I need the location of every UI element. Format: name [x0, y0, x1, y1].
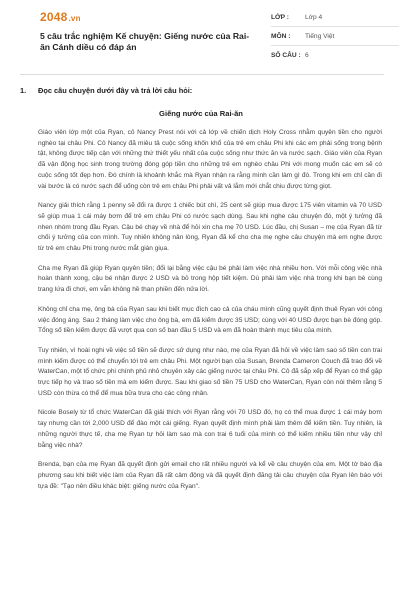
page-header: [20, 0, 384, 75]
site-logo[interactable]: [40, 10, 81, 24]
meta-value: Lớp 4: [305, 13, 323, 21]
logo-main: 2048: [40, 10, 68, 24]
meta-table: [271, 8, 399, 64]
story-paragraph: Nancy giải thích rằng 1 penny sẽ đổi ra được 1 chiếc bút chì, 25 cent sẽ giúp mua được 175 viên vitamin và 70 USD sẽ giúp mua 1 cái máy bơm để trẻ em châu Phi có nước sạch dùng. Sau khi nghe câu chuyện đó, một ý tưởng đã nhen nhóm trong đầu Ryan. Cậu bé chạy về nhà để hỏi xin cha mẹ 70 USD. Lúc đầu, chị Susan – mẹ của Ryan đã từ chối ý tưởng của con mình. Tuy nhiên không nản lòng, Ryan đã kể cho cha mẹ nghe câu chuyện mà em nghe được từ trẻ em châu Phi trong nước mắt giàn giụa.: [38, 202, 382, 253]
meta-row-grade: [271, 8, 399, 27]
document-title: 5 câu trắc nghiệm Kế chuyện: Giếng nước của Rai-ăn Cánh diều có đáp án: [40, 31, 250, 52]
story-paragraph: Cha mẹ Ryan đã giúp Ryan quyên tiền; đổi lại bằng việc cậu bé phải làm việc nhà nhiều hơn. Với mỗi công việc nhà hoàn thành xong, cậu bé nhận được 2 USD và bỏ trong hộp tiết kiệm. Dù phải làm việc nhà trong khi bạn bè cùng trang lứa đi chơi, em vẫn không hề than phiền đến nửa lời.: [38, 264, 382, 294]
meta-label: LỚP :: [271, 13, 289, 21]
story-title: Giếng nước của Rai-ăn: [159, 109, 243, 118]
story-paragraph: Brenda, bạn của mẹ Ryan đã quyết định gửi email cho rất nhiều người và kể về câu chuyện của em. Một tờ báo địa phương sau khi biết việc làm của Ryan đã rất cảm động và đã quyết định đăng tải câu chuyện của Ryan lên báo với tựa đề: "Tạo nên điều khác biệt: giếng nước của Ryan".: [38, 461, 382, 490]
question-prompt: Đọc câu chuyện dưới đây và trả lời câu hỏi:: [38, 86, 193, 95]
meta-value: 6: [305, 51, 309, 59]
meta-row-subject: [271, 27, 399, 46]
question-header: [20, 86, 382, 95]
meta-row-count: [271, 46, 399, 64]
meta-label: MÔN :: [271, 32, 291, 40]
logo-suffix: .vn: [68, 14, 81, 23]
question-number: 1.: [20, 86, 27, 95]
story-paragraph: Không chỉ cha mẹ, ông bà của Ryan sau khi biết mục đích cao cả của cháu mình cũng quyết định thuê Ryan với công việc đóng áng. Sau 2 tháng làm việc cho ông bà, em đã kiếm được 35 USD; cùng với 40 USD được bạn bè đóng góp. Tổng số tiền kiếm được đã vượt qua con số ban đầu 5 USD và em đã hoàn thành mục tiêu của mình.: [38, 305, 382, 335]
question-1: [20, 86, 382, 501]
story-paragraph: Tuy nhiên, vì hoài nghi về việc số tiền sẽ được sử dụng như nào, mẹ của Ryan đã hỏi về việc làm sao số tiền con trai mình kiếm được có thể chuyển tới trẻ em châu Phi. Một người bạn của Susan, Brenda Cameron Couch đã trao đổi về WaterCan, một tổ chức phi chính phủ nhỏ chuyên xây các giếng nước tại châu Phi. Cô đã sắp xếp để Ryan có thể gặp trực tiếp họ và trao số tiền mà em kiếm được. Sau khi giao số tiền 75 USD cho WaterCan, Ryan còn nói thêm rằng 5 USD còn thừa có thể để mua bữa trưa cho các công nhân.: [38, 346, 382, 397]
story-paragraph: Nicole Bosely từ tổ chức WaterCan đã giải thích với Ryan rằng với 70 USD đó, họ có thể mua được 1 cái máy bơm tay nhưng cần tới 2,000 USD để đào một cái giếng. Ryan quyết định mình phải làm thêm để kiếm tiền. Tuy nhiên, là những người thực tế, cha mẹ Ryan tự hỏi làm sao mà con trai 6 tuổi của mình có thể kiếm nhiều tiền như vậy chỉ bằng việc nhà?: [38, 409, 382, 449]
meta-value: Tiếng Việt: [305, 32, 335, 40]
story-paragraph: Giáo viên lớp một của Ryan, cô Nancy Prest nói với cả lớp về chiến dịch Holy Cross nhằm quyên tiền cho người nghèo tại châu Phi. Cô Nancy đã miêu tả cuộc sống khốn khổ của trẻ em châu Phi khi các em phải sống trong bệnh tật, không được tiếp cận với những thứ thiết yếu nhất của cuộc sống như thức ăn và nước sạch. Giáo viên của Ryan đã vận động học sinh trong trường đóng góp tiền cho những trẻ em nghèo châu Phi với mong muốn các em sẽ có cuộc sống tốt đẹp hơn. Đó chính là khoảnh khắc mà Ryan nhận ra rằng mình cần làm gì đó. Trong khi em chỉ cần đi vài bước là có nước sạch để uống còn trẻ em châu Phi phải vất vả lắm mới chắt chiu được từng giọt.: [38, 129, 382, 190]
meta-label: SỐ CÂU :: [271, 51, 301, 59]
